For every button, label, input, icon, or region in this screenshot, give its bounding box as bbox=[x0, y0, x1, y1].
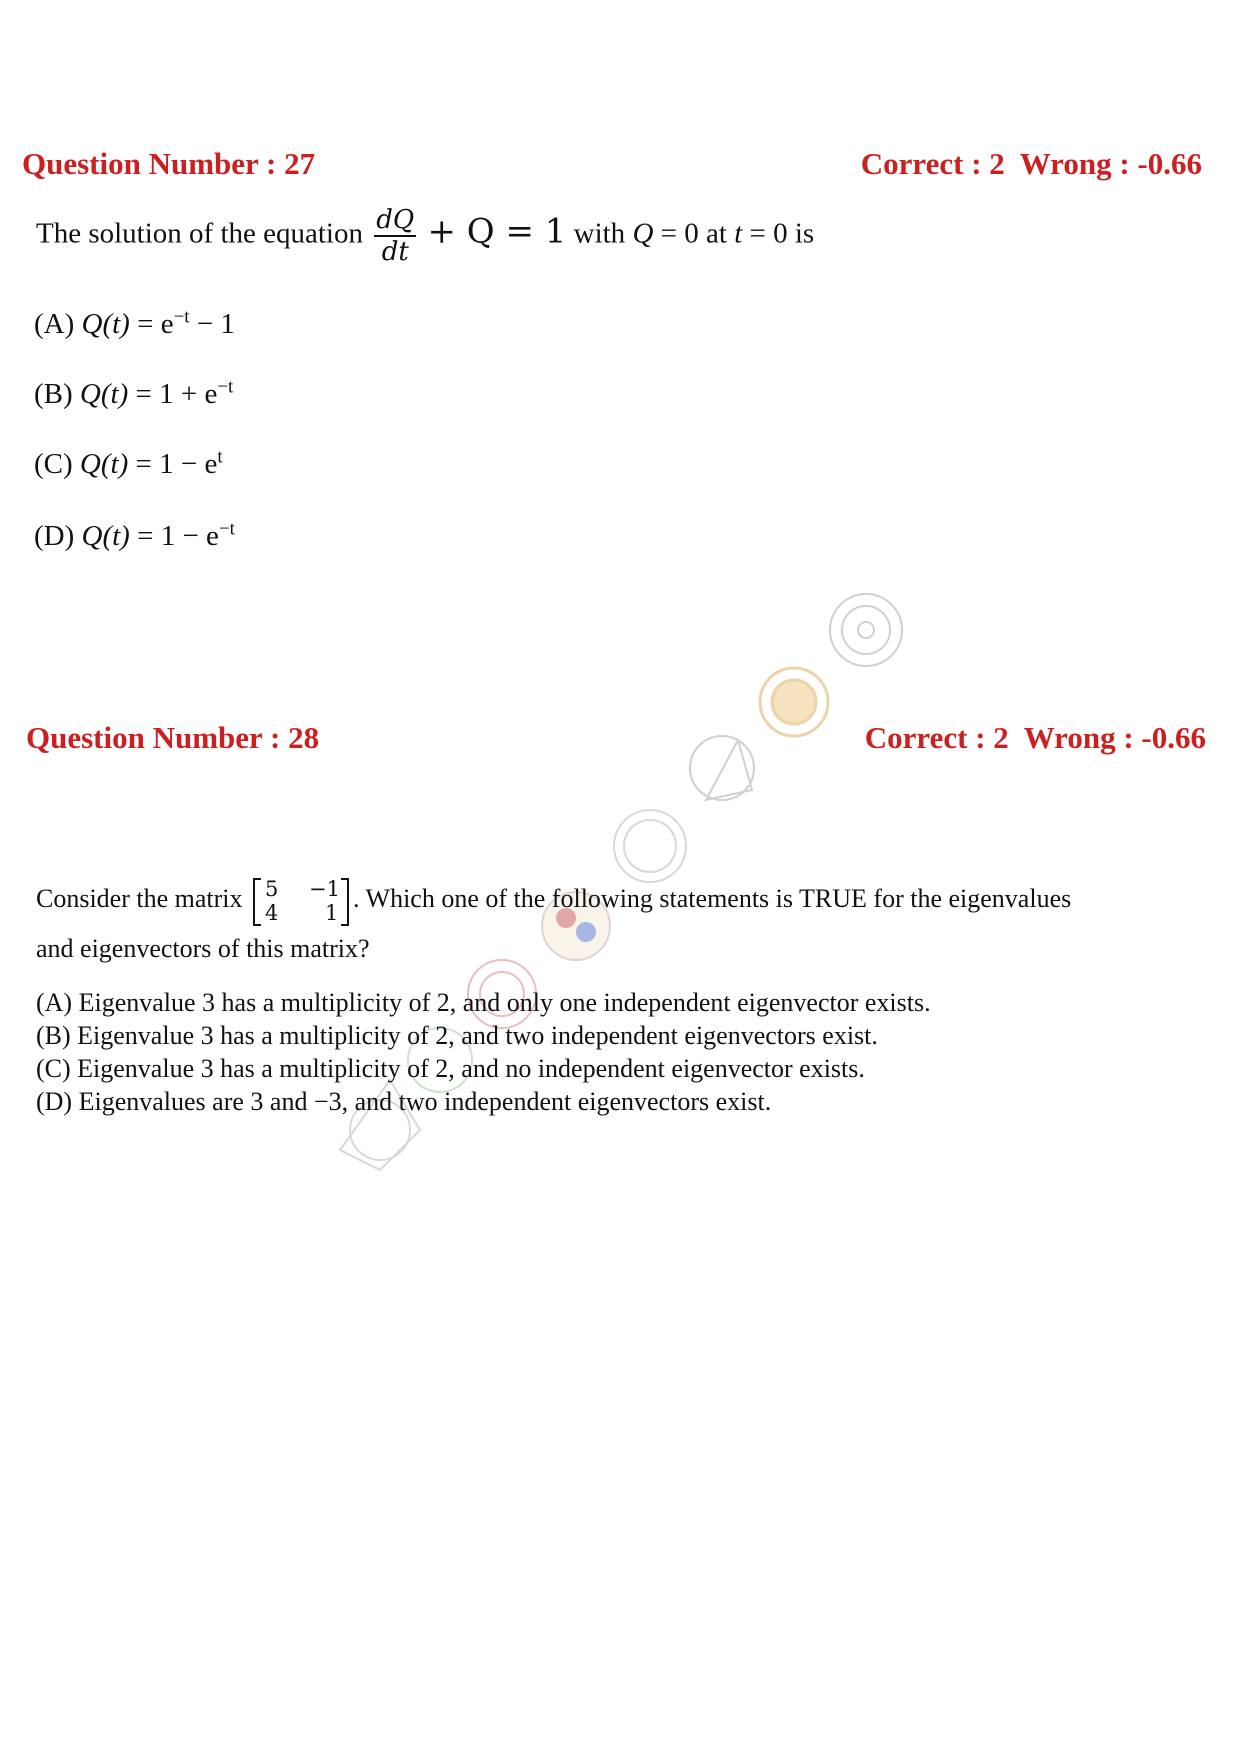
question-27-header: Question Number : 27 bbox=[22, 146, 316, 181]
matrix-cell: −1 bbox=[309, 877, 340, 901]
option-lhs: Q(t) bbox=[81, 520, 130, 552]
seal-icon bbox=[830, 594, 902, 666]
seal-icon bbox=[614, 810, 686, 882]
stem-q: Q bbox=[632, 217, 654, 250]
option-label: (D) bbox=[34, 520, 75, 552]
option-mid: = 1 − e bbox=[137, 520, 219, 552]
option-sup: t bbox=[217, 446, 223, 468]
question-28-option-d[interactable]: (D) Eigenvalues are 3 and −3, and two independent eigenvectors exist. bbox=[36, 1087, 772, 1116]
option-tail: − 1 bbox=[189, 308, 235, 340]
option-sup: −t bbox=[173, 306, 190, 328]
question-28-stem-line2: and eigenvectors of this matrix? bbox=[36, 934, 370, 963]
derivative-fraction bbox=[374, 205, 416, 267]
stem-q0: = 0 at bbox=[660, 217, 727, 250]
question-27-option-d[interactable] bbox=[34, 520, 235, 553]
question-28-option-b[interactable]: (B) Eigenvalue 3 has a multiplicity of 2, and two independent eigenvectors exist. bbox=[36, 1021, 878, 1050]
option-label: (B) bbox=[34, 378, 73, 410]
stem-end: = 0 is bbox=[749, 217, 815, 250]
frac-numerator: dQ bbox=[376, 205, 415, 235]
question-27-marks: Correct : 2 Wrong : -0.66 bbox=[860, 146, 1202, 181]
question-28-stem bbox=[36, 876, 1071, 926]
option-sup: −t bbox=[218, 518, 235, 540]
option-label: (A) bbox=[34, 308, 75, 340]
stem-prefix: The solution of the equation bbox=[36, 217, 363, 250]
option-lhs: Q(t) bbox=[79, 378, 129, 410]
option-sup: −t bbox=[217, 376, 234, 398]
stem-rest: . Which one of the following statements is TRUE for the eigenvalues bbox=[353, 883, 1072, 913]
question-28-marks: Correct : 2 Wrong : -0.66 bbox=[864, 720, 1206, 755]
stem-equation: + Q = 1 bbox=[427, 211, 567, 252]
seal-icon bbox=[690, 736, 754, 800]
matrix-right-bracket bbox=[341, 878, 349, 926]
option-mid: = 1 − e bbox=[135, 448, 218, 480]
seal-icon bbox=[760, 668, 828, 736]
option-lhs: Q(t) bbox=[81, 308, 130, 340]
question-27-option-b[interactable] bbox=[34, 378, 233, 411]
matrix-cell: 1 bbox=[325, 901, 339, 925]
frac-denominator: dt bbox=[381, 237, 409, 267]
option-label: (C) bbox=[34, 448, 73, 480]
question-28-option-a[interactable]: (A) Eigenvalue 3 has a multiplicity of 2, and only one independent eigenvector exists. bbox=[36, 988, 931, 1017]
option-mid: = 1 + e bbox=[135, 378, 218, 410]
matrix bbox=[253, 876, 349, 926]
question-28-option-c[interactable]: (C) Eigenvalue 3 has a multiplicity of 2, and no independent eigenvector exists. bbox=[36, 1054, 865, 1083]
stem-with: with bbox=[573, 217, 626, 250]
option-lhs: Q(t) bbox=[79, 448, 129, 480]
stem-t: t bbox=[734, 217, 743, 250]
question-27-option-a[interactable] bbox=[34, 308, 235, 341]
matrix-cell: 5 bbox=[265, 877, 279, 901]
option-mid: = e bbox=[137, 308, 174, 340]
matrix-cell: 4 bbox=[265, 901, 279, 925]
question-28-header: Question Number : 28 bbox=[26, 720, 320, 755]
question-27-stem bbox=[36, 205, 814, 267]
matrix-left-bracket bbox=[253, 878, 261, 926]
stem-prefix: Consider the matrix bbox=[36, 883, 243, 913]
question-27-option-c[interactable] bbox=[34, 448, 223, 481]
